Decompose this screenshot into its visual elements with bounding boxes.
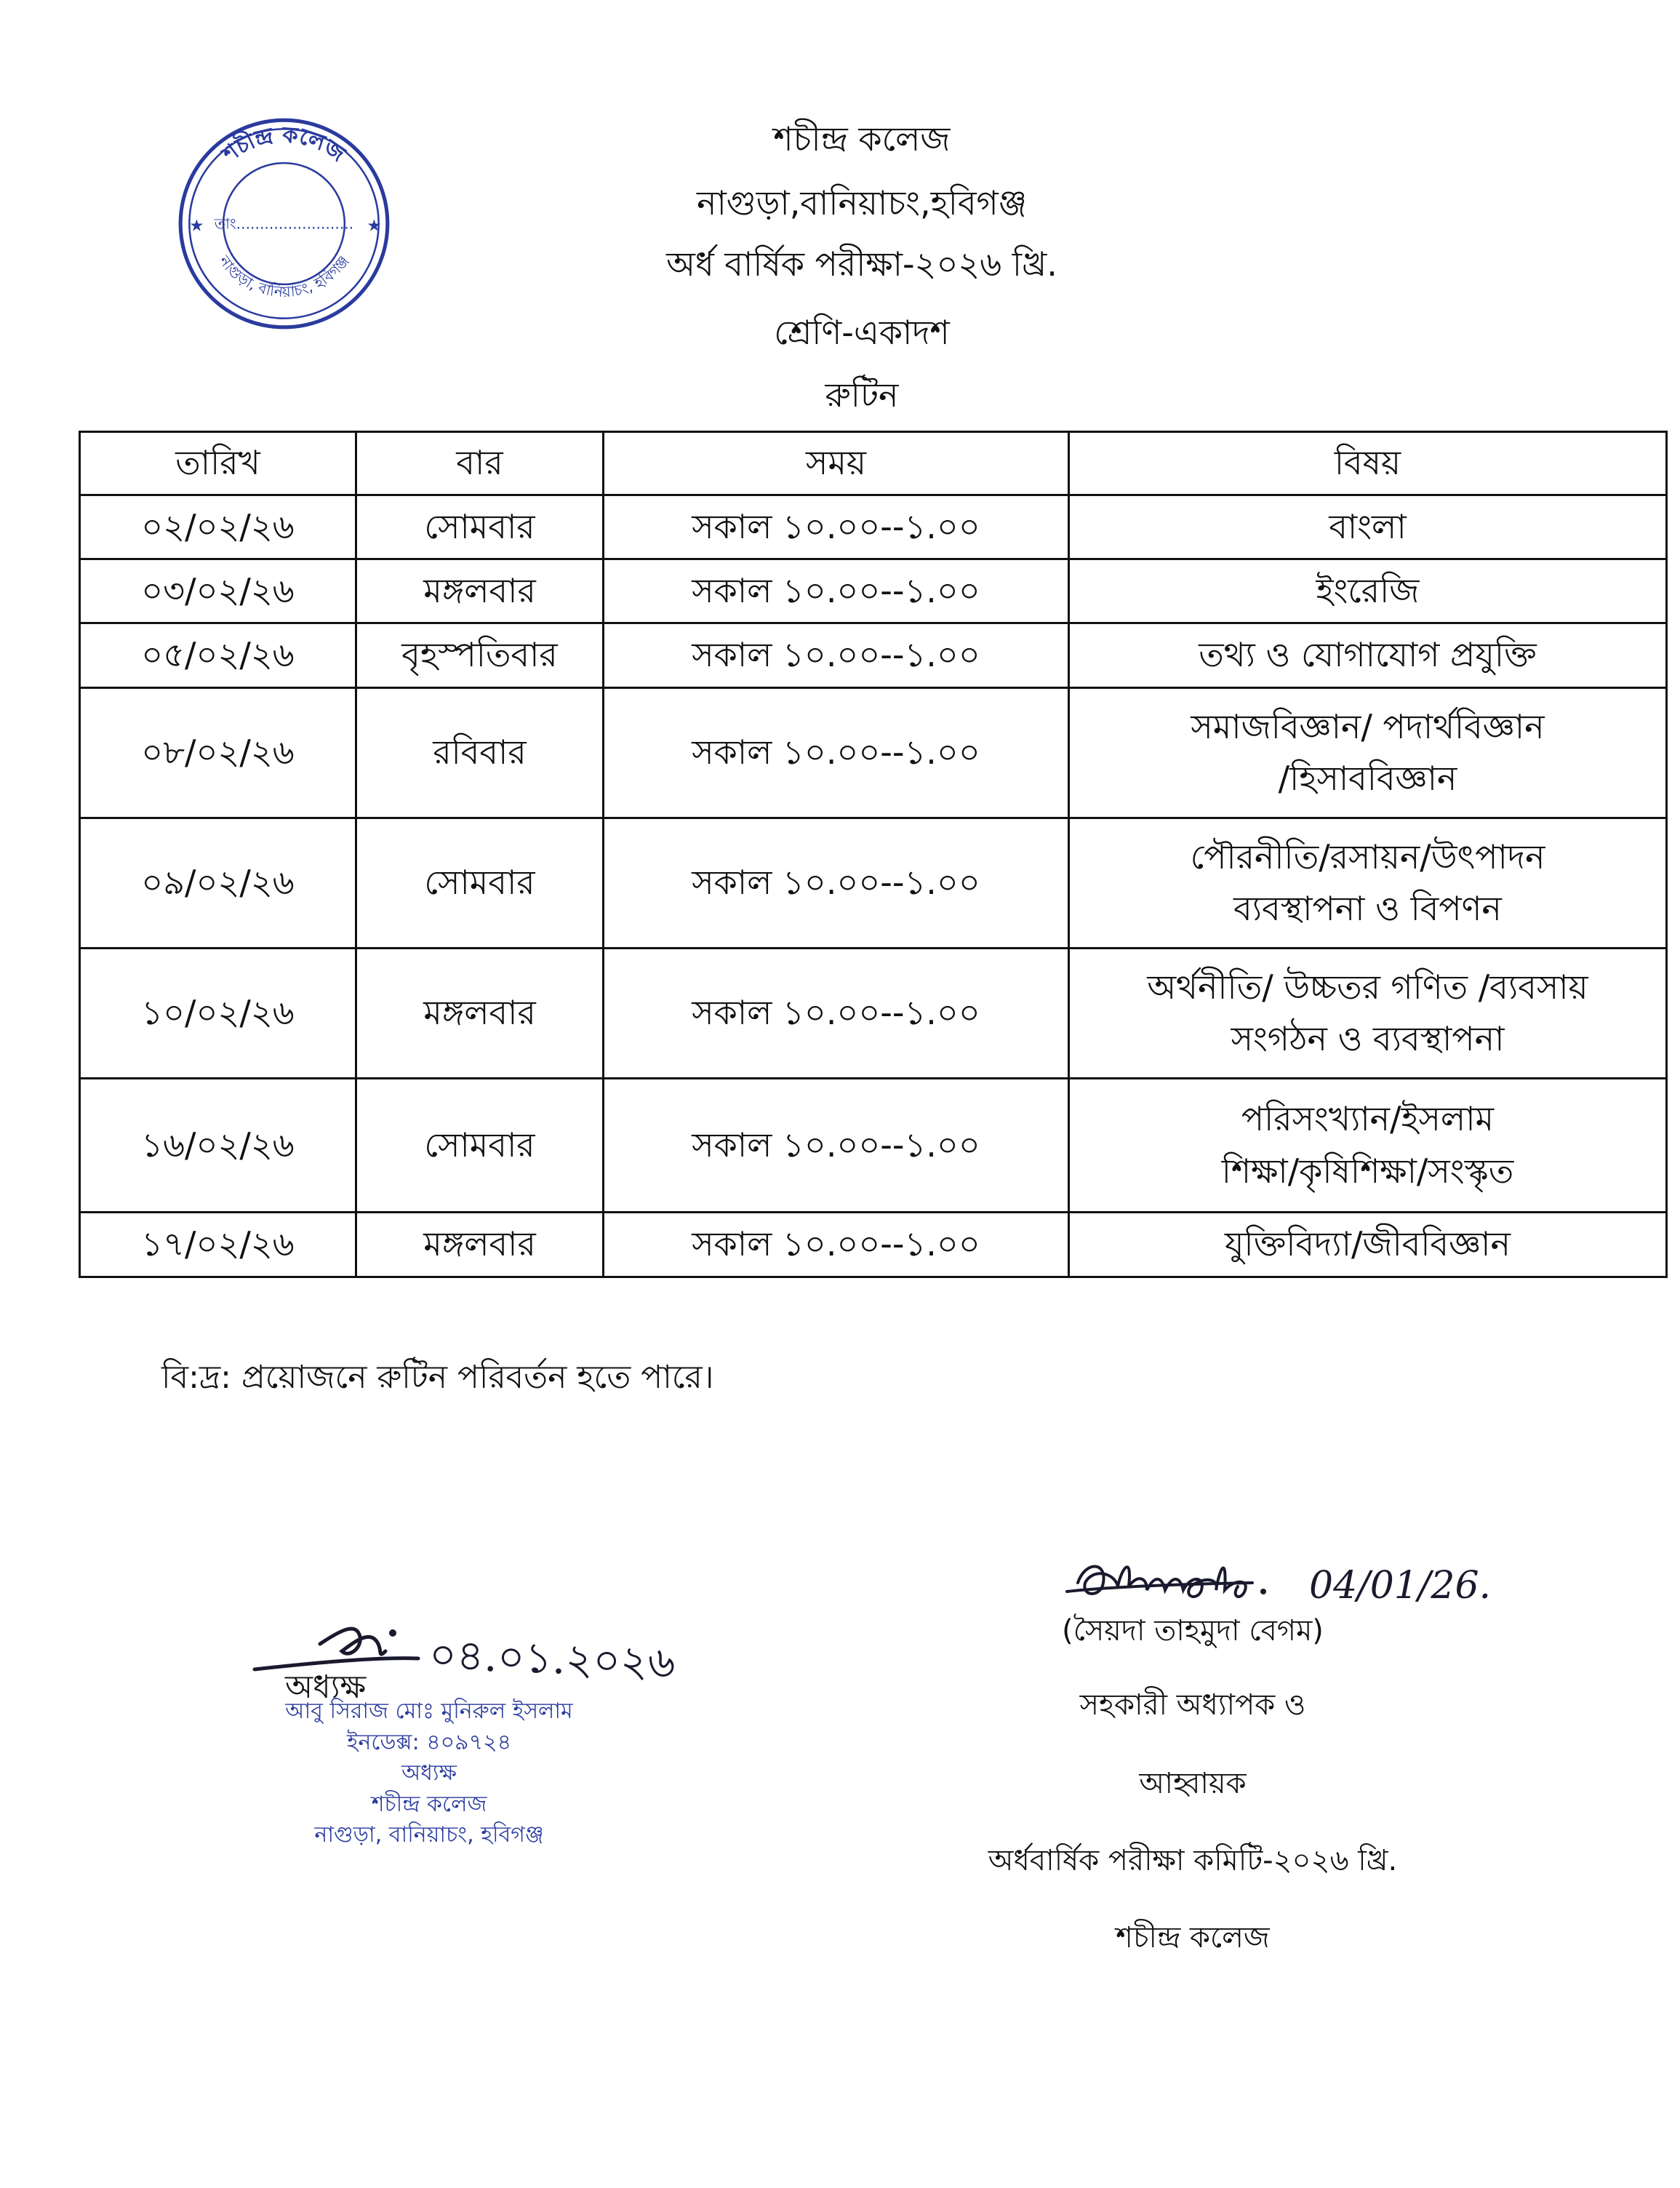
date-cell: ১০/০২/২৬ — [80, 949, 356, 1079]
stamp-college: শচীন্দ্র কলেজ — [371, 1791, 487, 1817]
document-title: রুটিন — [825, 375, 899, 415]
convener-designation: সহকারী অধ্যাপক ও — [1079, 1688, 1306, 1722]
day-cell: সোমবার — [356, 818, 604, 949]
subject-cell — [1069, 623, 1667, 688]
subject-cell — [1069, 688, 1667, 818]
date-cell: ০৯/০২/২৬ — [80, 818, 356, 949]
subject-line: অর্থনীতি/ উচ্চতর গণিত /ব্যবসায় — [1147, 967, 1588, 1007]
table-row — [80, 1213, 1667, 1277]
subject-cell — [1069, 495, 1667, 559]
time-cell: সকাল ১০.০০--১.০০ — [604, 623, 1069, 688]
subject-line: সংগঠন ও ব্যবস্থাপনা — [1231, 1019, 1505, 1058]
subject-line: শিক্ষা/কৃষিশিক্ষা/সংস্কৃত — [1221, 1151, 1514, 1191]
convener-college: শচীন্দ্র কলেজ — [1116, 1921, 1270, 1955]
subject-line: ব্যবস্থাপনা ও বিপণন — [1233, 889, 1502, 928]
table-row — [80, 1079, 1667, 1213]
time-cell: সকাল ১০.০০--১.০০ — [604, 688, 1069, 818]
convener-block — [909, 1614, 1476, 1955]
subject-line: সমাজবিজ্ঞান/ পদার্থবিজ্ঞান — [1191, 706, 1545, 746]
day-cell: রবিবার — [356, 688, 604, 818]
time-cell: সকাল ১০.০০--১.০০ — [604, 1213, 1069, 1277]
subject-line: পৌরনীতি/রসায়ন/উৎপাদন — [1190, 837, 1545, 877]
principal-stamp — [240, 1696, 618, 1851]
date-cell: ১৬/০২/২৬ — [80, 1079, 356, 1213]
stamp-index: ইনডেক্স: ৪০৯৭২৪ — [346, 1729, 512, 1755]
stamp-name: আবু সিরাজ মোঃ মুনিরুল ইসলাম — [285, 1698, 573, 1724]
subject-line: পরিসংখ্যান/ইসলাম — [1241, 1099, 1495, 1139]
time-cell: সকাল ১০.০০--১.০০ — [604, 495, 1069, 559]
date-cell: ০৮/০২/২৬ — [80, 688, 356, 818]
stamp-designation: অধ্যক্ষ — [401, 1760, 457, 1786]
table-row — [80, 495, 1667, 559]
stamp-address: নাগুড়া, বানিয়াচং, হবিগঞ্জ — [314, 1822, 544, 1848]
convener-role: আহ্বায়ক — [1139, 1767, 1247, 1800]
table-header-row — [80, 432, 1667, 495]
table-row — [80, 623, 1667, 688]
exam-title: অর্ধ বার্ষিক পরীক্ষা-২০২৬ খ্রি. — [666, 244, 1057, 284]
time-cell: সকাল ১০.০০--১.০০ — [604, 949, 1069, 1079]
date-cell: ০৩/০২/২৬ — [80, 559, 356, 623]
svg-text:★: ★ — [189, 216, 204, 236]
day-cell: বৃহস্পতিবার — [356, 623, 604, 688]
day-cell: মঙ্গলবার — [356, 559, 604, 623]
seal-top-text: শচীন্দ্র কলেজ — [217, 122, 350, 167]
header-date: তারিখ — [80, 432, 356, 495]
time-cell: সকাল ১০.০০--১.০০ — [604, 818, 1069, 949]
seal-bottom-text: নাগুড়া, বানিয়াচং, হবিগঞ্জ — [215, 252, 353, 301]
subject-line: তথ্য ও যোগাযোগ প্রযুক্তি — [1199, 635, 1537, 675]
table-row — [80, 559, 1667, 623]
convener-name: (সৈয়দা তাহমুদা বেগম) — [1062, 1614, 1324, 1648]
date-cell: ১৭/০২/২৬ — [80, 1213, 356, 1277]
date-cell: ০২/০২/২৬ — [80, 495, 356, 559]
header-time: সময় — [604, 432, 1069, 495]
subject-line: /হিসাববিজ্ঞান — [1278, 759, 1457, 798]
subject-line: যুক্তিবিদ্যা/জীববিজ্ঞান — [1225, 1224, 1511, 1264]
class-label: শ্রেণি-একাদশ — [774, 313, 950, 352]
college-name: শচীন্দ্র কলেজ — [773, 119, 951, 159]
header-day: বার — [356, 432, 604, 495]
note-text: বি:দ্র: প্রয়োজনে রুটিন পরিবর্তন হতে পারে। — [161, 1359, 714, 1396]
exam-routine-table — [79, 431, 1668, 1278]
principal-date: ০৪.০১.২০২৬ — [428, 1629, 676, 1688]
college-address: নাগুড়া,বানিয়াচং,হবিগঞ্জ — [696, 183, 1027, 223]
subject-line: ইংরেজি — [1316, 570, 1420, 610]
convener-committee: অর্ধবার্ষিক পরীক্ষা কমিটি-২০২৬ খ্রি. — [988, 1844, 1398, 1877]
time-cell: সকাল ১০.০০--১.০০ — [604, 1079, 1069, 1213]
table-row — [80, 818, 1667, 949]
principal-title: অধ্যক্ষ — [285, 1669, 367, 1706]
subject-line: বাংলা — [1329, 506, 1407, 546]
day-cell: মঙ্গলবার — [356, 949, 604, 1079]
day-cell: মঙ্গলবার — [356, 1213, 604, 1277]
subject-cell — [1069, 818, 1667, 949]
table-row — [80, 688, 1667, 818]
day-cell: সোমবার — [356, 495, 604, 559]
date-cell: ০৫/০২/২৬ — [80, 623, 356, 688]
convener-date: 04/01/26. — [1309, 1564, 1492, 1608]
header-subject: বিষয় — [1069, 432, 1667, 495]
time-cell: সকাল ১০.০০--১.০০ — [604, 559, 1069, 623]
day-cell: সোমবার — [356, 1079, 604, 1213]
subject-cell — [1069, 559, 1667, 623]
subject-cell — [1069, 1213, 1667, 1277]
subject-cell — [1069, 949, 1667, 1079]
subject-cell — [1069, 1079, 1667, 1213]
seal-center-text: তাং......................... — [214, 215, 354, 233]
college-seal — [173, 113, 395, 335]
table-row — [80, 949, 1667, 1079]
svg-text:★: ★ — [367, 216, 382, 236]
